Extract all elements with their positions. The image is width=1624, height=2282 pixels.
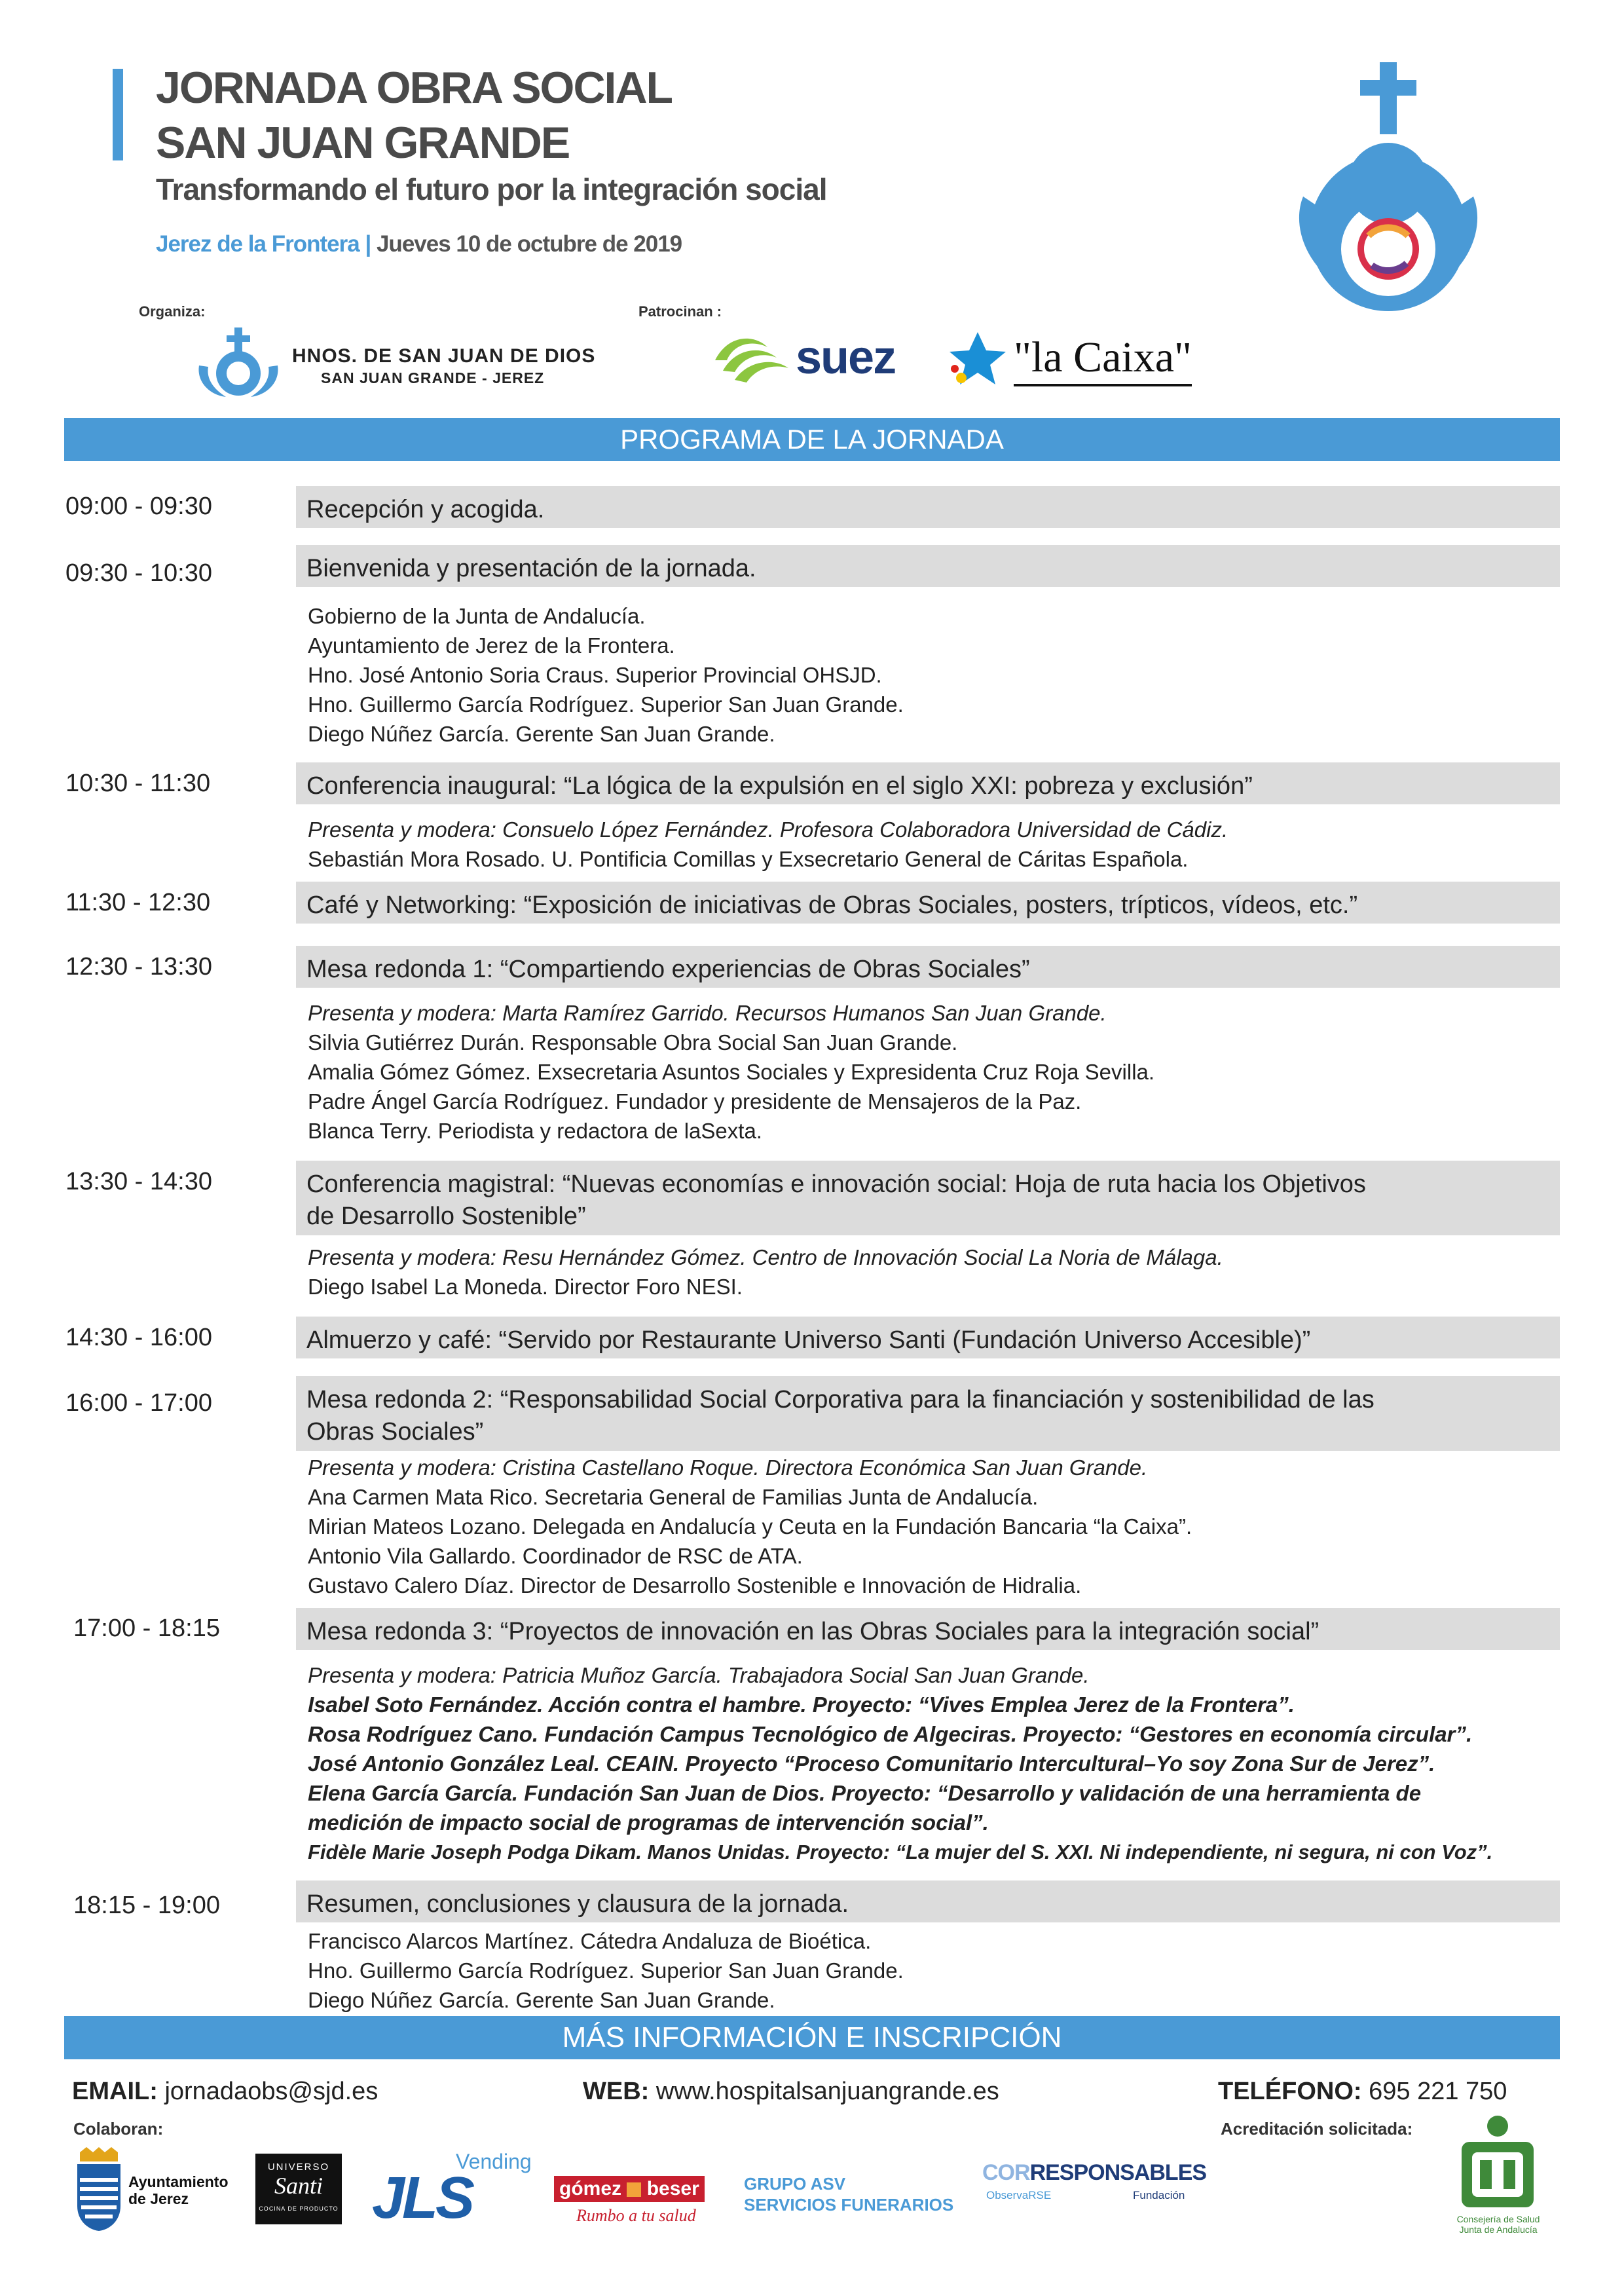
contact-email (72, 2078, 378, 2106)
time-slot: 17:00 - 18:15 (73, 1615, 220, 1642)
organizer-subname: SAN JUAN GRANDE - JEREZ (321, 369, 545, 386)
corresponsables-sub2: Fundación (1133, 2189, 1185, 2201)
session-title-line: de Desarrollo Sostenible” (306, 1203, 586, 1230)
moderator: Presenta y modera: Cristina Castellano Roque. Directora Económica San Juan Grande. (308, 1455, 1148, 1480)
la-caixa-logo-text: "la Caixa" (1014, 333, 1192, 381)
info-band-title: MÁS INFORMACIÓN E INSCRIPCIÓN (562, 2021, 1062, 2053)
phone-number: 695 221 750 (1369, 2078, 1507, 2105)
time-slot: 12:30 - 13:30 (65, 953, 212, 981)
jls-logo-text: JLS (372, 2165, 473, 2231)
web-label: WEB: (583, 2078, 650, 2105)
universo-line: COCINA DE PRODUCTO (259, 2205, 339, 2212)
participant: José Antonio González Leal. CEAIN. Proyecto “Proceso Comunitario Intercultural–Yo soy Zona Sur de Jerez”. (308, 1751, 1435, 1776)
participant: Hno. Guillermo García Rodríguez. Superior San Juan Grande. (308, 1958, 904, 1983)
time-slot: 14:30 - 16:00 (65, 1324, 212, 1351)
grupo-asv-logo (744, 2173, 953, 2215)
acreditacion-caption-line: Consejería de Salud (1456, 2214, 1540, 2224)
participant: Silvia Gutiérrez Durán. Responsable Obra Social San Juan Grande. (308, 1030, 958, 1055)
participant: Elena García García. Fundación San Juan de Dios. Proyecto: “Desarrollo y validación de una herramienta de (308, 1781, 1422, 1805)
session-title: Mesa redonda 3: “Proyectos de innovación en las Obras Sociales para la integración social” (296, 1608, 1560, 1650)
participant: Fidèle Marie Joseph Podga Dikam. Manos Unidas. Proyecto: “La mujer del S. XXI. Ni independiente, ni segura, ni con Voz”. (308, 1841, 1493, 1863)
participant: Gobierno de la Junta de Andalucía. (308, 604, 646, 628)
session-title: Mesa redonda 1: “Compartiendo experiencias de Obras Sociales” (296, 946, 1560, 988)
participant: Isabel Soto Fernández. Acción contra el hambre. Proyecto: “Vives Emplea Jerez de la Frontera”. (308, 1693, 1295, 1717)
participant: medición de impacto social de programas de intervención social”. (308, 1810, 989, 1835)
participant: Diego Núñez García. Gerente San Juan Grande. (308, 1988, 775, 2012)
moderator: Presenta y modera: Resu Hernández Gómez. Centro de Innovación Social La Noria de Málaga. (308, 1245, 1223, 1269)
time-slot: 09:30 - 10:30 (65, 559, 212, 587)
participant: Mirian Mateos Lozano. Delegada en Andalucía y Ceuta en la Fundación Bancaria “la Caixa”. (308, 1514, 1192, 1539)
program-band (64, 418, 1560, 461)
participants-list (308, 1926, 904, 2015)
participants-list (308, 601, 904, 749)
time-slot: 11:30 - 12:30 (65, 889, 211, 916)
gomez-beser-text-a: gómez (559, 2178, 622, 2199)
gomez-beser-tagline: Rumbo a tu salud (576, 2206, 696, 2225)
participant: Francisco Alarcos Martínez. Cátedra Andaluza de Bioética. (308, 1929, 872, 1953)
participant: Sebastián Mora Rosado. U. Pontificia Comillas y Exsecretario General de Cáritas Española. (308, 847, 1189, 871)
session-title: Café y Networking: “Exposición de iniciativas de Obras Sociales, posters, trípticos, vídeos, etc.” (296, 882, 1560, 924)
participant: Ayuntamiento de Jerez de la Frontera. (308, 633, 675, 658)
info-band (64, 2016, 1560, 2059)
participant: Hno. Guillermo García Rodríguez. Superior San Juan Grande. (308, 692, 904, 717)
jls-logo-subtext: Vending (456, 2150, 532, 2173)
acreditacion-label: Acreditación solicitada: (1221, 2119, 1413, 2139)
organiza-label: Organiza: (139, 303, 206, 320)
time-slot: 13:30 - 14:30 (65, 1168, 212, 1195)
colaboran-label: Colaboran: (73, 2119, 164, 2139)
suez-logo-text: suez (796, 331, 896, 384)
san-juan-grande-emblem (1283, 52, 1493, 314)
universo-santi-logo (255, 2154, 342, 2224)
contact-phone (1218, 2078, 1507, 2106)
universo-line: Santi (274, 2173, 323, 2199)
corresponsables-logo (982, 2160, 1206, 2186)
page-subtitle: Transformando el futuro por la integración social (156, 172, 827, 206)
page-title (156, 60, 672, 170)
moderator: Presenta y modera: Marta Ramírez Garrido. Recursos Humanos San Juan Grande. (308, 1001, 1107, 1025)
phone-label: TELÉFONO: (1218, 2078, 1362, 2105)
session-title-line: Conferencia magistral: “Nuevas economías e innovación social: Hoja de ruta hacia los Objetivos (306, 1170, 1366, 1198)
ayuntamiento-line: de Jerez (128, 2190, 189, 2207)
la-caixa-underline (1014, 384, 1192, 386)
participant: Amalia Gómez Gómez. Exsecretaria Asuntos Sociales y Expresidenta Cruz Roja Sevilla. (308, 1060, 1155, 1084)
session-title-line: Obras Sociales” (306, 1418, 484, 1446)
moderator: Presenta y modera: Consuelo López Fernández. Profesora Colaboradora Universidad de Cádiz. (308, 817, 1228, 842)
participants-list (308, 1453, 1192, 1600)
participants-list (308, 1243, 1223, 1301)
ayuntamiento-logo-text (128, 2173, 229, 2207)
patrocinan-label: Patrocinan : (638, 303, 722, 320)
participant: Antonio Vila Gallardo. Coordinador de RSC de ATA. (308, 1544, 803, 1568)
participants-list (308, 998, 1154, 1146)
participant: Hno. José Antonio Soria Craus. Superior Provincial OHSJD. (308, 663, 882, 687)
email-link[interactable]: jornadaobs@sjd.es (164, 2078, 378, 2105)
ayuntamiento-line: Ayuntamiento (128, 2173, 229, 2190)
session-title: Almuerzo y café: “Servido por Restaurante Universo Santi (Fundación Universo Accesible)” (296, 1317, 1560, 1358)
participant: Ana Carmen Mata Rico. Secretaria General de Familias Junta de Andalucía. (308, 1485, 1039, 1509)
session-title (296, 1376, 1560, 1451)
corresponsables-text-b: RESPONSABLES (1029, 2160, 1207, 2185)
event-dateline (156, 231, 682, 257)
web-link[interactable]: www.hospitalsanjuangrande.es (655, 2078, 999, 2105)
gomez-beser-logo (554, 2176, 705, 2202)
session-title: Recepción y acogida. (296, 486, 1560, 528)
gomez-beser-mark-icon (627, 2182, 641, 2197)
participant: Diego Isabel La Moneda. Director Foro NESI. (308, 1275, 743, 1299)
participant: Padre Ángel García Rodríguez. Fundador y presidente de Mensajeros de la Paz. (308, 1089, 1082, 1113)
session-title: Resumen, conclusiones y clausura de la jornada. (296, 1880, 1560, 1922)
ayuntamiento-shield-icon (73, 2147, 124, 2232)
participant: Rosa Rodríguez Cano. Fundación Campus Tecnológico de Algeciras. Proyecto: “Gestores en economía circular”. (308, 1722, 1473, 1746)
la-caixa-star-icon (948, 331, 1007, 386)
program-band-title: PROGRAMA DE LA JORNADA (620, 424, 1004, 455)
time-slot: 09:00 - 09:30 (65, 493, 212, 520)
participants-list (308, 815, 1228, 874)
acreditacion-seal-icon (1456, 2113, 1539, 2211)
acreditacion-caption-line: Junta de Andalucía (1459, 2224, 1538, 2235)
participant: Blanca Terry. Periodista y redactora de laSexta. (308, 1119, 762, 1143)
dateline-separator: | (365, 231, 371, 257)
grupo-asv-line: GRUPO ASV (744, 2174, 846, 2194)
participant: Gustavo Calero Díaz. Director de Desarrollo Sostenible e Innovación de Hidralia. (308, 1573, 1082, 1598)
session-title: Bienvenida y presentación de la jornada. (296, 545, 1560, 587)
email-label: EMAIL: (72, 2078, 158, 2105)
time-slot: 18:15 - 19:00 (73, 1892, 220, 1919)
suez-logo-icon (709, 334, 794, 385)
session-title-line: Mesa redonda 2: “Responsabilidad Social Corporativa para la financiación y sostenibilidad de las (306, 1386, 1375, 1413)
event-city: Jerez de la Frontera (156, 231, 360, 257)
organizer-name: HNOS. DE SAN JUAN DE DIOS (292, 345, 596, 367)
moderator: Presenta y modera: Patricia Muñoz García. Trabajadora Social San Juan Grande. (308, 1663, 1090, 1687)
title-line-2: SAN JUAN GRANDE (156, 118, 570, 168)
event-date: Jueves 10 de octubre de 2019 (376, 231, 682, 257)
time-slot: 16:00 - 17:00 (65, 1389, 212, 1417)
title-accent-bar (113, 69, 123, 160)
acreditacion-caption (1455, 2214, 1541, 2235)
title-line-1: JORNADA OBRA SOCIAL (156, 63, 673, 113)
session-title: Conferencia inaugural: “La lógica de la expulsión en el siglo XXI: pobreza y exclusión” (296, 762, 1560, 804)
time-slot: 10:30 - 11:30 (65, 770, 211, 797)
gomez-beser-text-b: beser (646, 2178, 699, 2199)
hsjd-emblem-icon (196, 326, 282, 398)
participants-list (308, 1660, 1492, 1867)
participant: Diego Núñez García. Gerente San Juan Grande. (308, 722, 775, 746)
grupo-asv-line: SERVICIOS FUNERARIOS (744, 2195, 954, 2215)
corresponsables-text-a: COR (982, 2160, 1030, 2185)
universo-line: UNIVERSO (267, 2161, 330, 2173)
contact-web (583, 2078, 999, 2106)
corresponsables-sub1: ObservaRSE (986, 2189, 1052, 2201)
session-title (296, 1161, 1560, 1235)
